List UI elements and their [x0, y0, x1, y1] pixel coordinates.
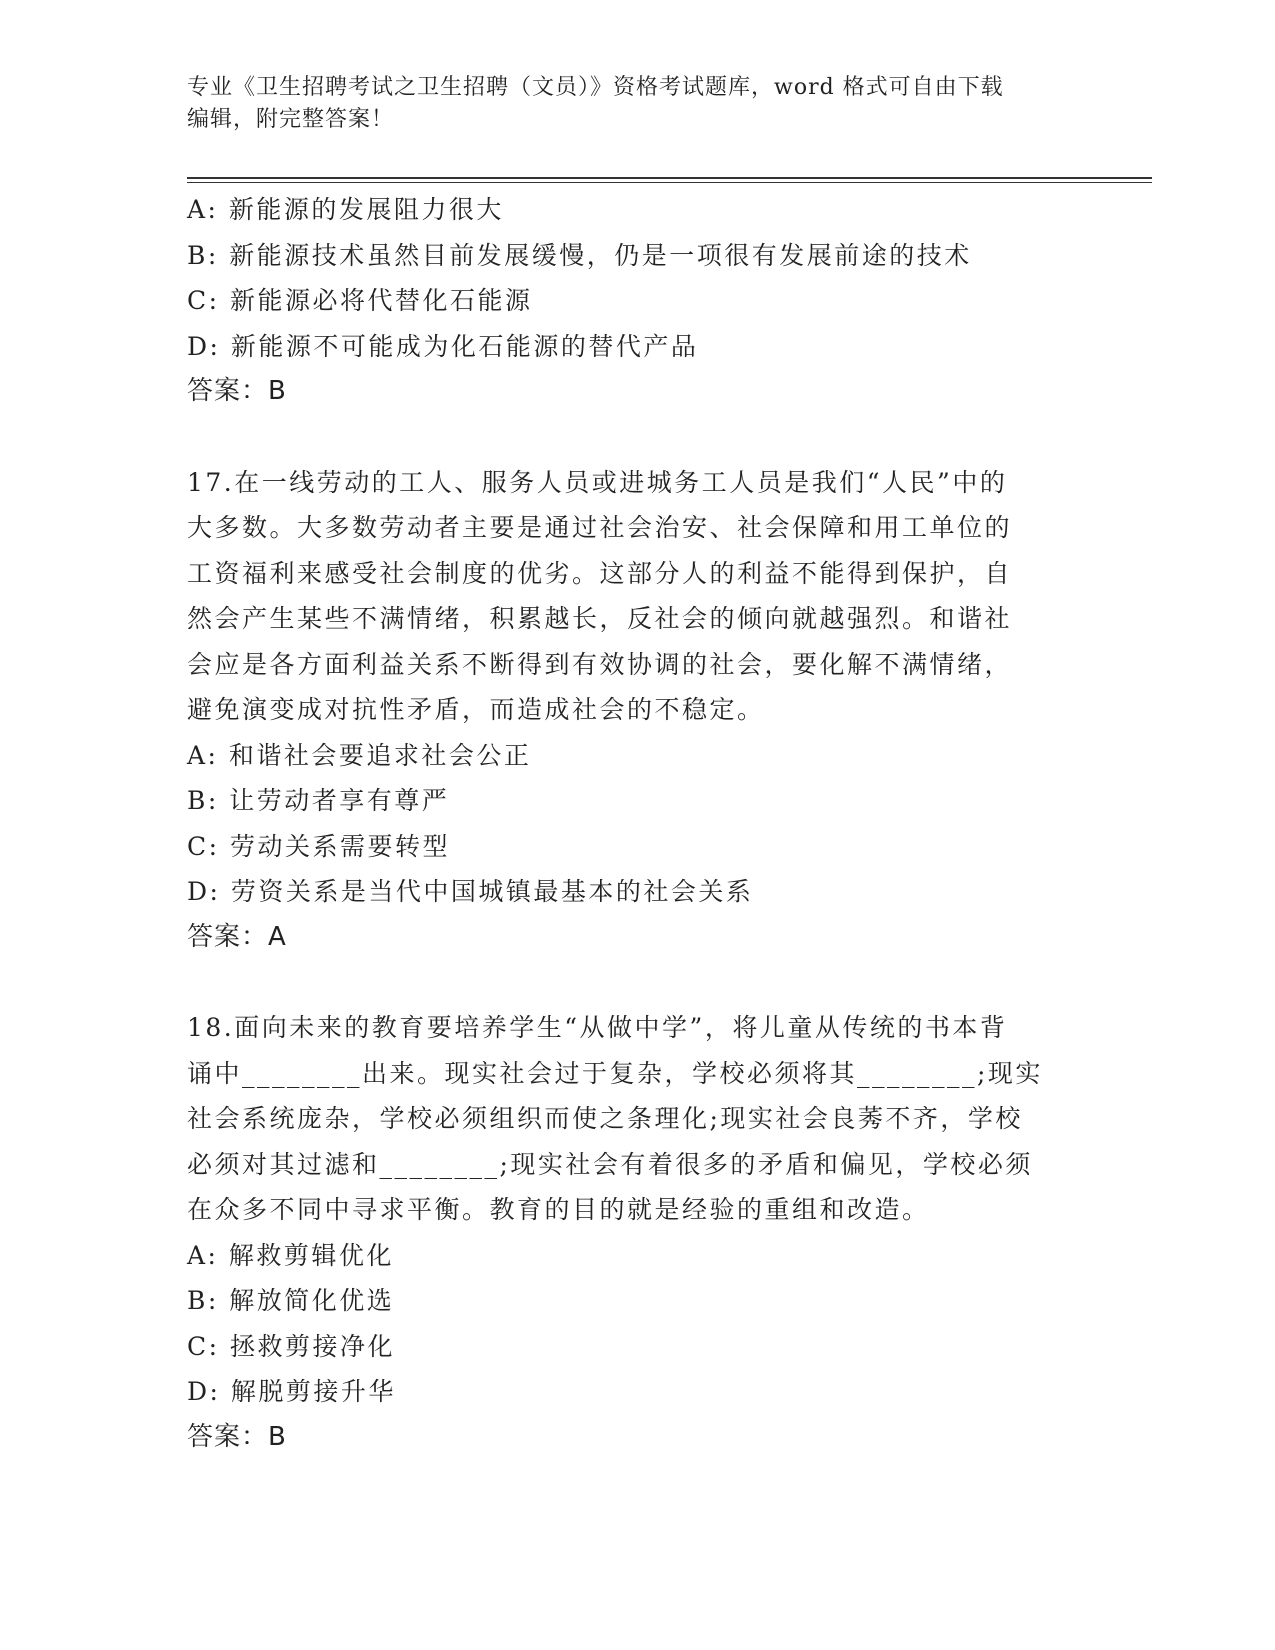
header-line-1: 专业《卫生招聘考试之卫生招聘（文员）》资格考试题库，word 格式可自由下载 [187, 75, 1004, 100]
header-divider-thin [187, 182, 1152, 183]
stem-line: 然会产生某些不满情绪，积累越长，反社会的倾向就越强烈。和谐社 [187, 604, 1013, 633]
stem-line: 会应是各方面利益关系不断得到有效协调的社会，要化解不满情绪， [187, 649, 1013, 679]
stem-line: 社会系统庞杂，学校必须组织而使之条理化;现实社会良莠不齐，学校 [187, 1104, 1023, 1133]
option-a: A: 解救剪辑优化 [187, 1240, 394, 1270]
stem-line: 必须对其过滤和________;现实社会有着很多的矛盾和偏见，学校必须 [187, 1149, 1033, 1179]
answer-label: 答案：B [187, 376, 287, 406]
stem-line: 18.面向未来的教育要培养学生“从做中学”，将儿童从传统的书本背 [187, 1013, 1008, 1042]
document-header [187, 72, 1067, 136]
stem-line: 避免演变成对抗性矛盾，而造成社会的不稳定。 [187, 695, 765, 724]
stem-line: 大多数。大多数劳动者主要是通过社会治安、社会保障和用工单位的 [187, 513, 1013, 542]
header-line-2: 编辑，附完整答案！ [187, 107, 395, 132]
answer-label: 答案：A [187, 921, 287, 952]
answer-label: 答案：B [187, 1421, 287, 1452]
stem-line: 诵中________出来。现实社会过于复杂，学校必须将其________;现实 [187, 1058, 1043, 1088]
option-d: D: 劳资关系是当代中国城镇最基本的社会关系 [187, 877, 754, 906]
header-divider-thick [187, 177, 1152, 179]
question-stem [187, 1005, 1077, 1233]
option-c: C: 拯救剪接净化 [187, 1331, 395, 1361]
stem-line: 17.在一线劳动的工人、服务人员或进城务工人员是我们“人民”中的 [187, 467, 1008, 497]
option-a: A: 和谐社会要追求社会公正 [187, 740, 532, 770]
option-d: D: 解脱剪接升华 [187, 1377, 396, 1406]
option-c: C: 新能源必将代替化石能源 [187, 286, 533, 315]
option-a: A: 新能源的发展阻力很大 [187, 195, 504, 224]
option-d: D: 新能源不可能成为化石能源的替代产品 [187, 331, 699, 361]
stem-line: 在众多不同中寻求平衡。教育的目的就是经验的重组和改造。 [187, 1195, 930, 1224]
option-c: C: 劳动关系需要转型 [187, 831, 450, 861]
question-18 [187, 1005, 1077, 1460]
option-b: B: 解放简化优选 [187, 1286, 395, 1315]
question-17 [187, 460, 1077, 961]
question-16 [187, 187, 1077, 415]
question-stem [187, 460, 1077, 733]
stem-line: 工资福利来感受社会制度的优劣。这部分人的利益不能得到保护，自 [187, 558, 1013, 588]
option-b: B: 让劳动者享有尊严 [187, 786, 450, 815]
option-b: B: 新能源技术虽然目前发展缓慢，仍是一项很有发展前途的技术 [187, 240, 972, 270]
question-list [187, 187, 1077, 1460]
